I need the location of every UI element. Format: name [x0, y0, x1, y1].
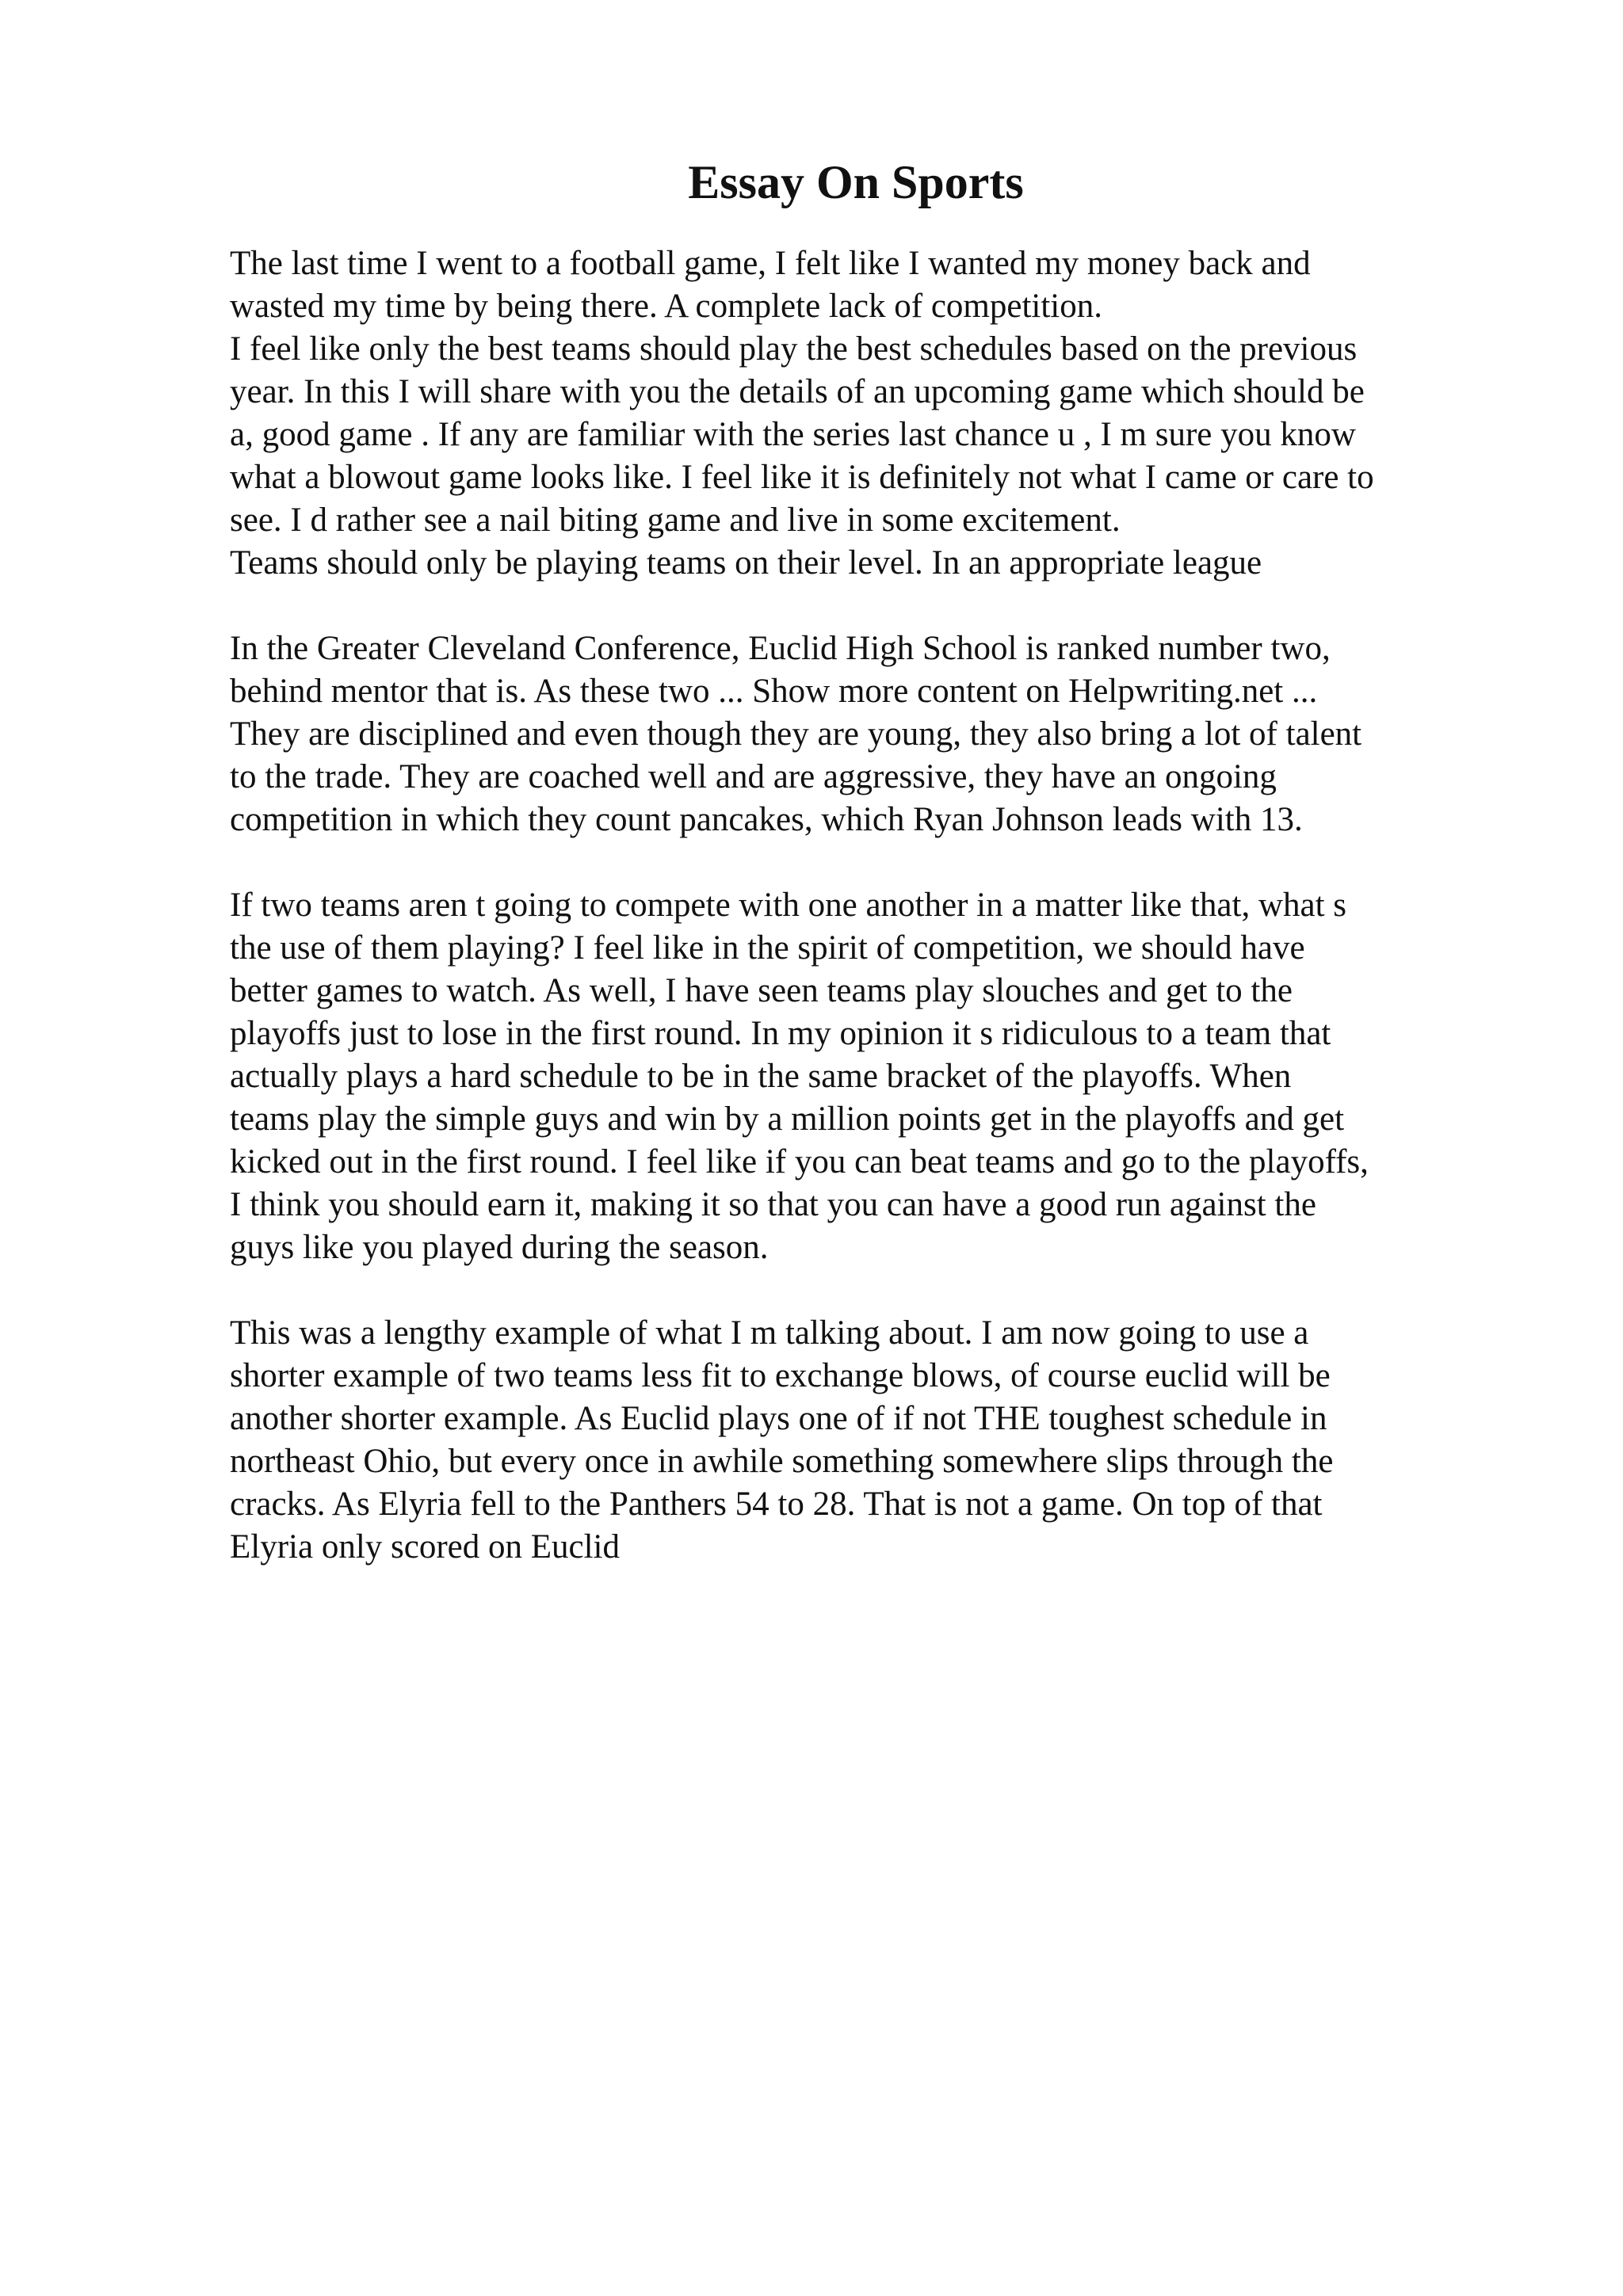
text-line: year. In this I will share with you the details of an upcoming game which should be [230, 373, 1365, 410]
page-title: Essay On Sports [688, 156, 1024, 208]
text-line: to the trade. They are coached well and are aggressive, they have an ongoing [230, 758, 1277, 795]
text-line: I feel like only the best teams should play the best schedules based on the previous [230, 330, 1358, 368]
text-line: wasted my time by being there. A complete lack of competition. [230, 288, 1102, 325]
text-line: a, good game . If any are familiar with the series last chance u , I m sure you know [230, 416, 1356, 453]
paragraph-4 [230, 1312, 1466, 1569]
paragraph-3 [230, 884, 1466, 1269]
paragraph-spacer [230, 1269, 1466, 1312]
text-line: better games to watch. As well, I have seen teams play slouches and get to the [230, 972, 1293, 1009]
text-line: If two teams aren t going to compete with one another in a matter like that, what s [230, 887, 1347, 924]
text-line: what a blowout game looks like. I feel like it is definitely not what I came or care to [230, 459, 1374, 496]
paragraph-1 [230, 242, 1466, 585]
text-line: behind mentor that is. As these two ... Show more content on Helpwriting.net ... [230, 673, 1318, 710]
paragraph-2 [230, 627, 1466, 841]
text-line: I think you should earn it, making it so that you can have a good run against the [230, 1186, 1316, 1223]
text-line: competition in which they count pancakes, which Ryan Johnson leads with 13. [230, 801, 1303, 838]
paragraph-spacer [230, 585, 1466, 627]
text-line: Teams should only be playing teams on their level. In an appropriate league [230, 544, 1262, 582]
text-line: kicked out in the first round. I feel like if you can beat teams and go to the playoffs, [230, 1143, 1369, 1180]
text-line: another shorter example. As Euclid plays one of if not THE toughest schedule in [230, 1400, 1327, 1437]
text-line: cracks. As Elyria fell to the Panthers 54 to 28. That is not a game. On top of that [230, 1486, 1323, 1523]
text-line: This was a lengthy example of what I m talking about. I am now going to use a [230, 1314, 1309, 1352]
text-line: shorter example of two teams less fit to exchange blows, of course euclid will be [230, 1357, 1331, 1394]
text-line: The last time I went to a football game, I felt like I wanted my money back and [230, 245, 1311, 282]
text-line: Elyria only scored on Euclid [230, 1528, 620, 1566]
text-line: They are disciplined and even though they are young, they also bring a lot of talent [230, 715, 1362, 753]
text-line: teams play the simple guys and win by a million points get in the playoffs and get [230, 1100, 1345, 1138]
text-line: In the Greater Cleveland Conference, Euclid High School is ranked number two, [230, 630, 1331, 667]
text-line: the use of them playing? I feel like in the spirit of competition, we should have [230, 929, 1305, 967]
text-line: guys like you played during the season. [230, 1229, 769, 1266]
paragraph-spacer [230, 841, 1466, 884]
text-line: actually plays a hard schedule to be in the same bracket of the playoffs. When [230, 1058, 1292, 1095]
text-line: northeast Ohio, but every once in awhile something somewhere slips through the [230, 1443, 1334, 1480]
text-line: see. I d rather see a nail biting game and live in some excitement. [230, 502, 1121, 539]
essay-body [230, 242, 1466, 1569]
text-line: playoffs just to lose in the first round. In my opinion it s ridiculous to a team that [230, 1015, 1331, 1052]
